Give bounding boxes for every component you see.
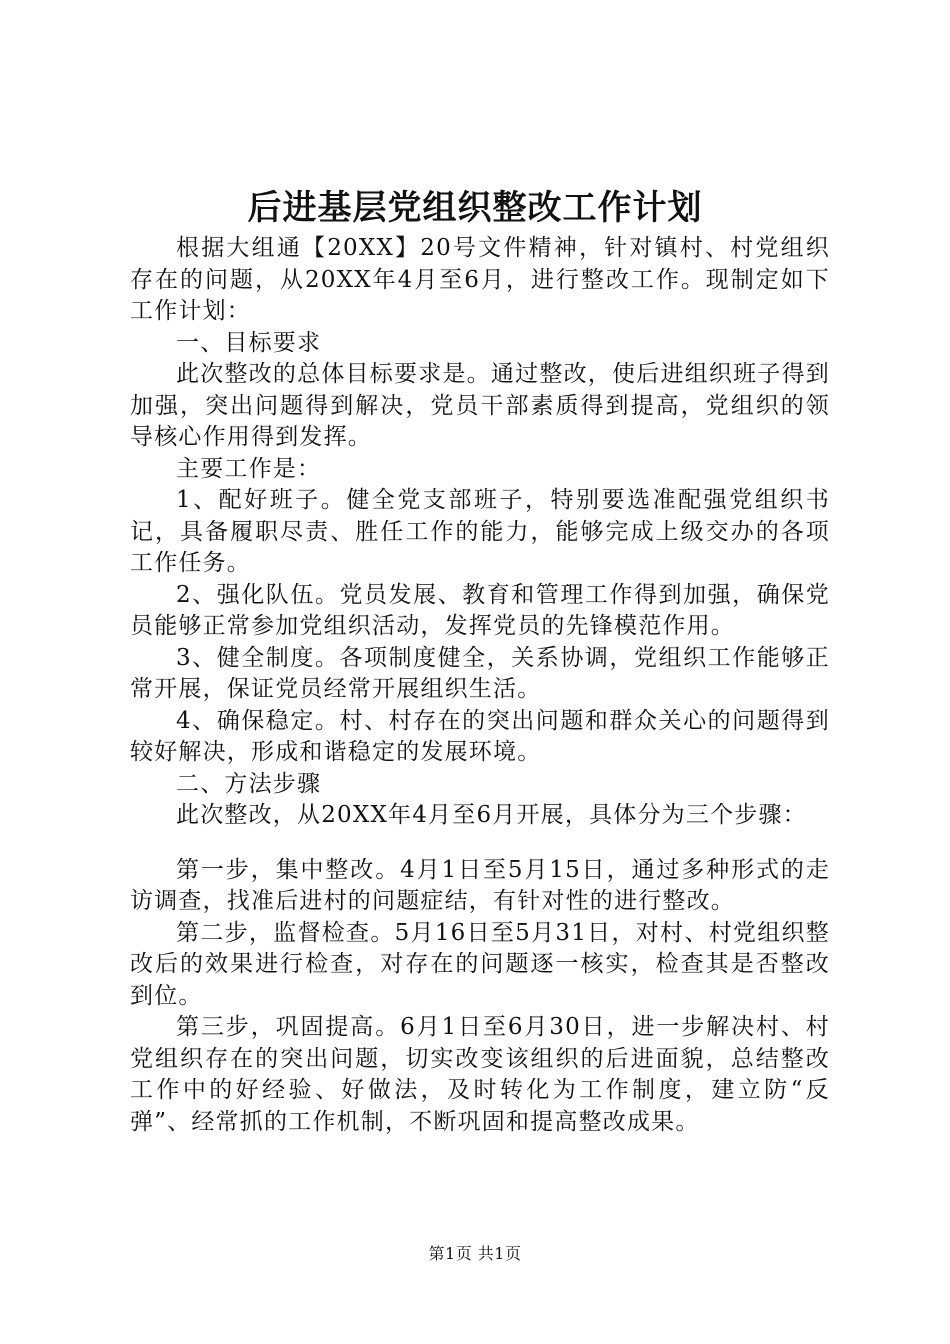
heading-goals: 一、目标要求 — [176, 329, 322, 356]
document-title: 后进基层党组织整改工作计划 — [247, 188, 703, 228]
heading-main-work: 主要工作是： — [176, 455, 322, 482]
document-body — [130, 233, 830, 1138]
paragraph-step-3: 第三步，巩固提高。6月1日至6月30日，进一步解决村、村党组织存在的突出问题，切实改变该组织的后进面貌，总结整改工作中的好经验、好做法，及时转化为工作制度，建立防“反弹”、经常抓的工作机制，不断巩固和提高整改成果。 — [130, 1014, 830, 1135]
paragraph-goals: 此次整改的总体目标要求是。通过整改，使后进组织班子得到加强，突出问题得到解决，党员干部素质得到提高，党组织的领导核心作用得到发挥。 — [130, 361, 830, 450]
paragraph-step-2: 第二步，监督检查。5月16日至5月31日，对村、村党组织整改后的效果进行检查，对存在的问题逐一核实，检查其是否整改到位。 — [130, 919, 830, 1009]
paragraph-intro: 根据大组通【20XX】20号文件精神，针对镇村、村党组织存在的问题，从20XX年4月至6月，进行整改工作。现制定如下工作计划： — [130, 235, 830, 324]
paragraph-step-1: 第一步，集中整改。4月1日至5月15日，通过多种形式的走访调查，找准后进村的问题症结，有针对性的进行整改。 — [130, 856, 830, 914]
paragraph-item-1: 1、配好班子。健全党支部班子，特别要选准配强党组织书记，具备履职尽责、胜任工作的能力，能够完成上级交办的各项工作任务。 — [130, 487, 830, 576]
page-number-footer: 第1页 共1页 — [428, 1244, 522, 1263]
heading-methods: 二、方法步骤 — [176, 770, 322, 797]
paragraph-item-3: 3、健全制度。各项制度健全，关系协调，党组织工作能够正常开展，保证党员经常开展组织生活。 — [130, 644, 830, 702]
paragraph-item-2: 2、强化队伍。党员发展、教育和管理工作得到加强，确保党员能够正常参加党组织活动，发挥党员的先锋模范作用。 — [130, 581, 830, 639]
paragraph-item-4: 4、确保稳定。村、村存在的突出问题和群众关心的问题得到较好解决，形成和谐稳定的发展环境。 — [130, 707, 830, 765]
paragraph-methods-intro: 此次整改，从20XX年4月至6月开展，具体分为三个步骤： — [176, 802, 807, 828]
